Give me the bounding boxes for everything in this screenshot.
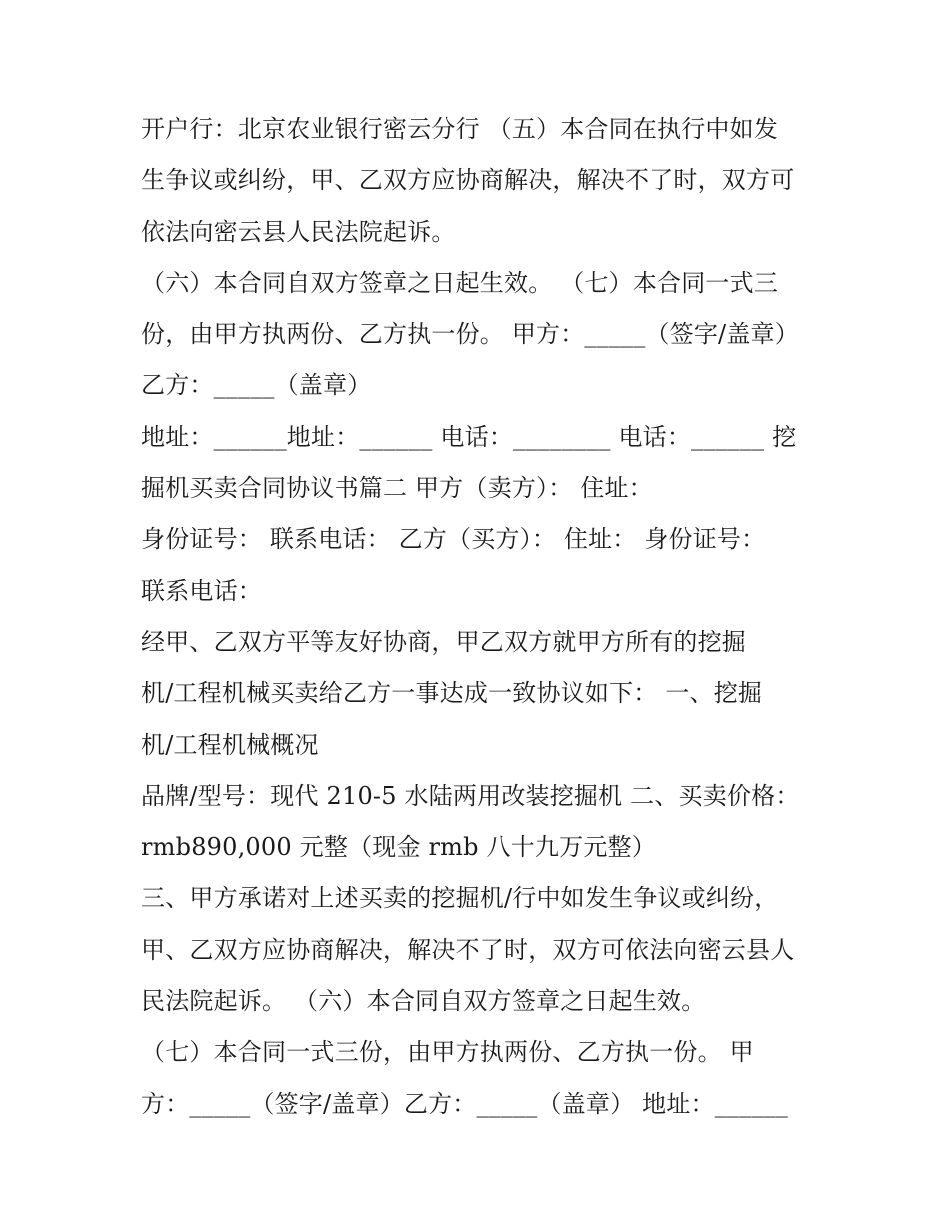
text-line: 生争议或纠纷，甲、乙双方应协商解决，解决不了时，双方可 [141, 166, 795, 195]
text-line: （七）本合同一式三份，由甲方执两份、乙方执一份。 甲 [141, 1038, 754, 1067]
text-line: 地址：______地址：______ 电话：________ 电话：______ 挖 [141, 422, 797, 451]
text-line: rmb890,000 元整（现金 rmb 八十九万元整） [141, 833, 656, 862]
text-line: 掘机买卖合同协议书篇二 甲方（卖方）： 住址： [141, 474, 653, 503]
text-line: 身份证号： 联系电话： 乙方（买方）： 住址： 身份证号： [141, 525, 766, 554]
text-line: （六）本合同自双方签章之日起生效。 （七）本合同一式三 [141, 268, 779, 297]
text-line: 开户行：北京农业银行密云分行 （五）本合同在执行中如发 [141, 115, 779, 143]
text-line: 份，由甲方执两份、乙方执一份。 甲方：_____（签字/盖章） [141, 320, 799, 349]
text-line: 依法向密云县人民法院起诉。 [141, 217, 456, 246]
text-line: 品牌/型号：现代 210-5 水陆两用改装挖掘机 二、买卖价格： [141, 781, 800, 810]
text-line: 甲、乙双方应协商解决，解决不了时，双方可依法向密云县人 [141, 935, 795, 964]
text-line: 三、甲方承诺对上述买卖的挖掘机/行中如发生争议或纠纷， [141, 884, 779, 913]
text-line: 民法院起诉。 （六）本合同自双方签章之日起生效。 [141, 987, 706, 1016]
text-line: 方：_____（签字/盖章）乙方：_____（盖章） 地址：______ [141, 1089, 788, 1118]
text-line: 乙方：_____（盖章） [141, 371, 372, 400]
document-body [141, 104, 831, 1130]
text-line: 经甲、乙双方平等友好协商，甲乙双方就甲方所有的挖掘 [141, 627, 746, 656]
text-line: 机/工程机械概况 [141, 730, 319, 759]
text-line: 联系电话： [141, 576, 262, 605]
text-line: 机/工程机械买卖给乙方一事达成一致协议如下： 一、挖掘 [141, 679, 763, 708]
